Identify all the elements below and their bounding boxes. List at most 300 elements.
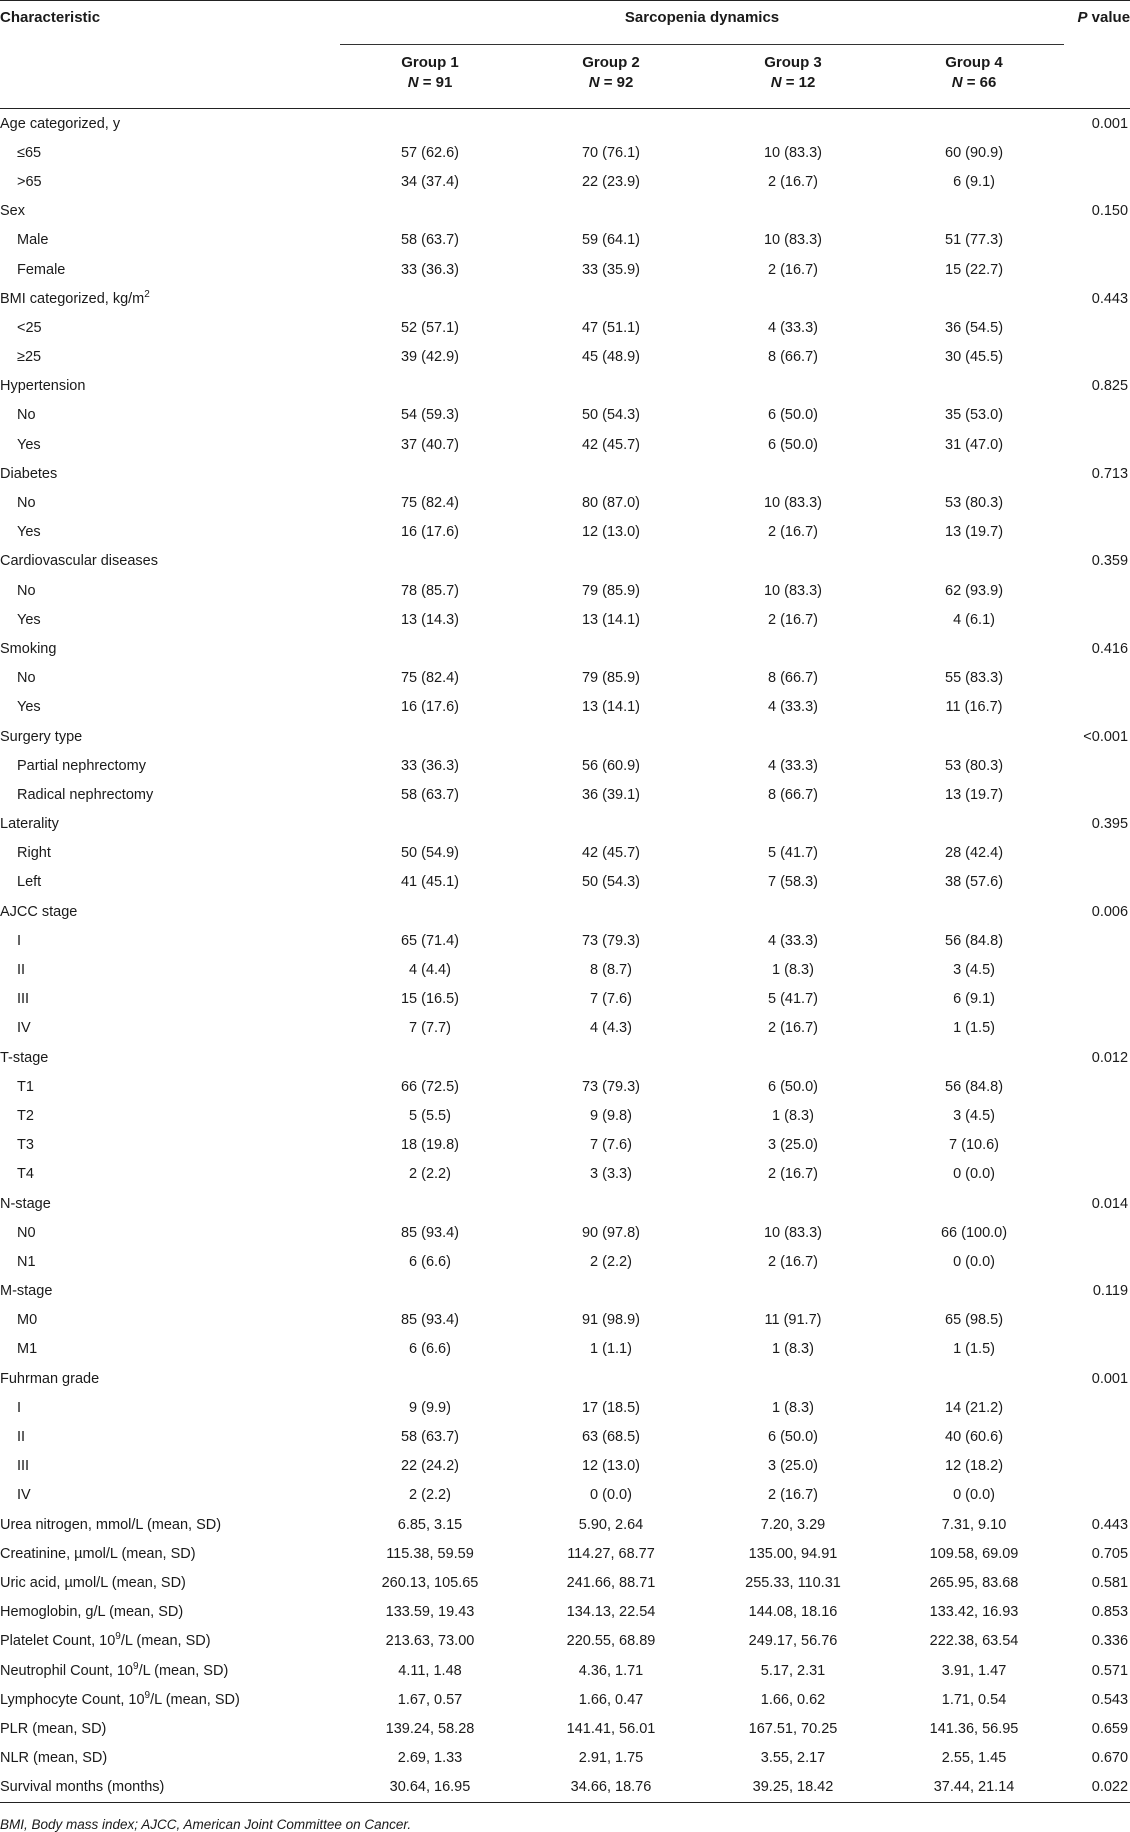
table-row [0,1568,1130,1597]
cell-group-1: 37 (40.7) [400,436,460,453]
row-label: IV [17,1020,31,1037]
table-row [0,1685,1130,1714]
cell-group-3: 2 (16.7) [768,1253,818,1270]
header-p-rest: value [1087,9,1130,26]
cell-group-1: 34 (37.4) [400,173,460,190]
cell-p-value: 0.014 [1091,1195,1129,1212]
cell-group-1: 33 (36.3) [400,261,460,278]
cell-group-2: 79 (85.9) [581,582,641,599]
cell-group-2: 34.66, 18.76 [520,1773,702,1803]
cell-group-3: 7.20, 3.29 [760,1516,826,1533]
cell-group-2: 9 (9.8) [590,1107,632,1124]
cell-group-2 [520,634,702,663]
cell-group-2: 42 (45.7) [581,436,641,453]
row-label: I [17,932,22,949]
cell-group-2: 2.91, 1.75 [578,1750,644,1767]
cell-group-4 [884,547,1064,576]
table-row [0,109,1130,139]
cell-group-3: 1 (8.3) [772,962,814,979]
cell-group-3: 2 (16.7) [768,1166,818,1183]
cell-group-4: 35 (53.0) [945,407,1004,424]
cell-group-1 [340,634,520,663]
cell-group-4 [884,1043,1064,1072]
cell-p-value: 0.395 [1091,816,1129,833]
cell-p-value [1064,576,1130,605]
row-label: <25 [17,319,42,336]
row-label: Radical nephrectomy [17,786,154,803]
cell-group-3: 10 (83.3) [763,232,823,249]
cell-p-value [1064,255,1130,284]
cell-group-3 [702,722,884,751]
cell-group-4: 4 (6.1) [953,611,995,628]
table-row [0,751,1130,780]
table-row [0,1335,1130,1364]
table-row [0,1364,1130,1393]
cell-group-2 [520,372,702,401]
cell-p-value [1064,1393,1130,1422]
table-row [0,839,1130,868]
cell-group-2 [520,1043,702,1072]
cell-group-4: 53 (80.3) [945,495,1004,512]
table-row [0,1218,1130,1247]
table-row [0,1189,1130,1218]
table-footnote: BMI, Body mass index; AJCC, American Joint Committee on Cancer. [0,1816,412,1832]
row-label: Urea nitrogen, mmol/L (mean, SD) [0,1516,222,1533]
cell-group-4: 15 (22.7) [945,261,1004,278]
cell-group-1: 6 (6.6) [409,1253,451,1270]
header-group-1: Group 1 N = 91 [340,45,520,109]
table-row [0,1539,1130,1568]
cell-group-4 [884,1189,1064,1218]
row-label: Surgery type [0,728,83,745]
cell-p-value [1064,1335,1130,1364]
cell-group-1 [340,1364,520,1393]
cell-group-1: 6 (6.6) [409,1341,451,1358]
cell-group-1 [340,109,520,139]
row-label: M-stage [0,1283,53,1300]
table-row [0,1510,1130,1539]
row-label: Platelet Count, $10^9/L$ (mean, SD) [0,1631,211,1650]
table-row [0,955,1130,984]
row-label: Yes [17,436,41,453]
cell-group-4: 51 (77.3) [945,232,1004,249]
row-label: Right [17,845,51,862]
cell-group-3: 8 (66.7) [768,786,818,803]
row-label: >65 [17,173,42,190]
cell-group-2: 3 (3.3) [590,1166,632,1183]
cell-group-2: 22 (23.9) [581,173,641,190]
table-header [0,1,1130,109]
table-row [0,518,1130,547]
table-row [0,576,1130,605]
cell-p-value: 0.150 [1091,203,1129,220]
cell-group-1 [340,1189,520,1218]
cell-group-2: 91 (98.9) [581,1312,641,1329]
row-label: T4 [17,1166,34,1183]
cell-p-value: 0.006 [1091,903,1129,920]
cell-group-3: 4 (33.3) [768,932,818,949]
table-row [0,1422,1130,1451]
cell-group-1: 75 (82.4) [400,495,460,512]
cell-group-4: 12 (18.2) [945,1458,1004,1475]
cell-p-value: 0.012 [1091,1049,1129,1066]
cell-group-4: 56 (84.8) [945,932,1004,949]
cell-group-2: 13 (14.1) [581,611,641,628]
cell-group-3: 135.00, 94.91 [748,1545,838,1562]
cell-group-4: 56 (84.8) [945,1078,1004,1095]
cell-group-1: 16 (17.6) [400,699,460,716]
cell-group-1: 4.11, 1.48 [398,1662,462,1679]
cell-group-3 [702,634,884,663]
cell-p-value [1064,430,1130,459]
cell-group-3: 2 (16.7) [768,173,818,190]
cell-group-2 [520,810,702,839]
cell-p-value [1064,226,1130,255]
cell-group-3 [702,810,884,839]
cell-group-2: 59 (64.1) [581,232,641,249]
table-row [0,1072,1130,1101]
cell-group-1: 139.24, 58.28 [385,1720,475,1737]
cell-group-4: 3.91, 1.47 [941,1662,1007,1679]
cell-group-4: 265.95, 83.68 [929,1574,1019,1591]
cell-p-value: 0.119 [1092,1283,1129,1300]
table-row [0,693,1130,722]
row-label: Hypertension [0,378,86,395]
cell-group-3 [702,1277,884,1306]
cell-group-1 [340,372,520,401]
table-row [0,547,1130,576]
cell-group-2: 63 (68.5) [581,1429,641,1446]
cell-group-3: 5.17, 2.31 [760,1662,826,1679]
cell-p-value [1064,868,1130,897]
table-row [0,985,1130,1014]
cell-group-4 [884,722,1064,751]
cell-group-2: 33 (35.9) [581,261,641,278]
row-label: M1 [17,1341,38,1358]
cell-group-4: 7 (10.6) [949,1137,1000,1154]
cell-group-4: 141.36, 56.95 [929,1720,1019,1737]
table-row [0,1131,1130,1160]
cell-p-value: 0.022 [1064,1773,1130,1803]
table-row [0,459,1130,488]
cell-group-1: 7 (7.7) [409,1020,451,1037]
cell-group-4: 53 (80.3) [945,757,1004,774]
cell-group-2: 1.66, 0.47 [578,1691,644,1708]
cell-group-1: 57 (62.6) [400,144,460,161]
cell-p-value [1064,664,1130,693]
table-row [0,1481,1130,1510]
row-label: Creatinine, µmol/L (mean, SD) [0,1545,196,1562]
row-label: N-stage [0,1195,51,1212]
row-label: No [17,495,36,512]
cell-group-3: 249.17, 56.76 [748,1633,838,1650]
cell-group-3: 3 (25.0) [768,1137,818,1154]
row-label: AJCC stage [0,903,78,920]
row-label: Smoking [0,640,57,657]
cell-group-3: 2 (16.7) [768,261,818,278]
cell-group-4: 1.71, 0.54 [941,1691,1007,1708]
cell-group-2: 12 (13.0) [581,1458,641,1475]
cell-p-value [1064,955,1130,984]
cell-p-value [1064,401,1130,430]
cell-p-value: 0.443 [1091,290,1129,307]
cell-group-4: 222.38, 63.54 [929,1633,1019,1650]
cell-group-1: 58 (63.7) [400,1429,460,1446]
cell-p-value [1064,1101,1130,1130]
table-row [0,868,1130,897]
cell-group-4 [884,1277,1064,1306]
row-label: T1 [17,1078,34,1095]
cell-group-1: 30.64, 16.95 [340,1773,520,1803]
cell-group-3: 2 (16.7) [768,524,818,541]
header-blank-right [1064,45,1130,109]
cell-p-value [1064,1072,1130,1101]
cell-p-value: 0.543 [1091,1691,1129,1708]
cell-group-1: 22 (24.2) [400,1458,460,1475]
cell-p-value: 0.443 [1091,1516,1129,1533]
cell-group-2: 50 (54.3) [581,874,641,891]
table-row [0,488,1130,517]
cell-group-2 [520,1277,702,1306]
cell-group-3: 6 (50.0) [768,1078,818,1095]
cell-group-3: 2 (16.7) [768,1487,818,1504]
cell-group-2: 13 (14.1) [581,699,641,716]
row-label: Yes [17,699,41,716]
cell-group-4: 31 (47.0) [945,436,1004,453]
cell-group-2: 90 (97.8) [581,1224,641,1241]
table-row [0,810,1130,839]
cell-p-value [1064,343,1130,372]
row-label: Fuhrman grade [0,1370,100,1387]
cell-group-1 [340,284,520,313]
row-label: Age categorized, y [0,115,121,132]
row-label: Neutrophil Count, $10^9/L$ (mean, SD) [0,1660,229,1679]
row-label: T-stage [0,1049,49,1066]
cell-group-4: 28 (42.4) [945,845,1004,862]
table-row [0,138,1130,167]
cell-group-3: 6 (50.0) [768,1429,818,1446]
cell-group-3: 11 (91.7) [764,1312,822,1329]
cell-group-1: 50 (54.9) [400,845,460,862]
cell-group-3: 255.33, 110.31 [745,1574,841,1591]
cell-p-value [1064,1218,1130,1247]
cell-group-1 [340,547,520,576]
cell-group-1: 15 (16.5) [400,991,460,1008]
cell-group-4: 11 (16.7) [945,699,1003,716]
cell-group-2 [520,284,702,313]
cell-group-1: 33 (36.3) [400,757,460,774]
row-label: T3 [17,1137,34,1154]
cell-p-value [1064,313,1130,342]
row-label: Uric acid, µmol/L (mean, SD) [0,1574,186,1591]
table-row [0,313,1130,342]
cell-p-value [1064,839,1130,868]
cell-group-3 [702,1043,884,1072]
cell-group-3: 144.08, 18.16 [748,1604,838,1621]
row-label: IV [17,1487,31,1504]
cell-group-3: 4 (33.3) [768,699,818,716]
table-row [0,1393,1130,1422]
cell-group-2: 114.27, 68.77 [567,1545,655,1562]
table-row [0,284,1130,313]
cell-p-value: 0.571 [1091,1662,1129,1679]
row-label: Female [17,261,66,278]
cell-group-1: 78 (85.7) [400,582,460,599]
header-group-3: Group 3 N = 12 [702,45,884,109]
cell-p-value [1064,518,1130,547]
cell-group-2 [520,722,702,751]
cell-group-4: 40 (60.6) [945,1429,1004,1446]
cell-p-value [1064,1452,1130,1481]
cell-p-value [1064,985,1130,1014]
cell-p-value [1064,488,1130,517]
cell-group-4: 55 (83.3) [945,670,1004,687]
row-label: II [17,962,26,979]
cell-group-4: 3 (4.5) [953,962,995,979]
table-row [0,1598,1130,1627]
cell-p-value [1064,1306,1130,1335]
cell-p-value: 0.359 [1091,553,1129,570]
cell-group-1: 66 (72.5) [400,1078,460,1095]
row-label: III [17,991,30,1008]
table-row [0,1452,1130,1481]
cell-p-value [1064,605,1130,634]
cell-group-1: 9 (9.9) [409,1399,451,1416]
cell-group-1 [340,1043,520,1072]
cell-p-value [1064,1247,1130,1276]
table-row [0,1014,1130,1043]
cell-group-4: 7.31, 9.10 [941,1516,1007,1533]
cell-p-value: 0.001 [1091,115,1129,132]
cell-group-1 [340,897,520,926]
cell-group-1: 4 (4.4) [409,962,451,979]
cell-group-3: 10 (83.3) [763,495,823,512]
cell-group-3 [702,1189,884,1218]
cell-group-2: 56 (60.9) [581,757,641,774]
cell-group-4: 62 (93.9) [945,582,1004,599]
cell-group-3 [702,284,884,313]
cell-group-3: 3.55, 2.17 [760,1750,826,1767]
cell-p-value: 0.336 [1091,1633,1129,1650]
cell-group-2: 220.55, 68.89 [566,1633,656,1650]
cell-group-1: 115.38, 59.59 [386,1545,474,1562]
header-group-2: Group 2 N = 92 [520,45,702,109]
cell-group-2: 141.41, 56.01 [566,1720,656,1737]
row-label: Partial nephrectomy [17,757,146,774]
cell-group-2: 7 (7.6) [590,991,632,1008]
header-blank-left [0,45,340,109]
table-row [0,897,1130,926]
cell-group-1: 2 (2.2) [409,1487,451,1504]
cell-p-value [1064,693,1130,722]
cell-group-3 [702,109,884,139]
cell-p-value: 0.659 [1091,1720,1129,1737]
cell-group-1: 260.13, 105.65 [381,1574,479,1591]
table-row [0,605,1130,634]
cell-group-4 [884,634,1064,663]
cell-group-2: 73 (79.3) [581,932,641,949]
cell-group-2 [520,1189,702,1218]
table-body [0,109,1130,1803]
table-row [0,1773,1130,1803]
row-label: Male [17,232,49,249]
table-row [0,722,1130,751]
cell-group-4 [884,284,1064,313]
cell-group-1: 52 (57.1) [400,319,460,336]
row-label: No [17,582,36,599]
cell-group-4: 2.55, 1.45 [941,1750,1007,1767]
cell-group-3: 3 (25.0) [768,1458,818,1475]
cell-group-4: 30 (45.5) [945,349,1004,366]
cell-group-3: 2 (16.7) [768,611,818,628]
cell-group-3: 5 (41.7) [768,991,818,1008]
cell-group-4: 65 (98.5) [945,1312,1004,1329]
cell-group-2: 1 (1.1) [590,1341,632,1358]
cell-group-4: 0 (0.0) [953,1166,995,1183]
cell-group-1: 85 (93.4) [400,1224,460,1241]
cell-p-value: 0.416 [1091,640,1129,657]
cell-group-4: 133.42, 16.93 [929,1604,1019,1621]
cell-group-3: 39.25, 18.42 [702,1773,884,1803]
cell-p-value: 0.705 [1091,1545,1129,1562]
cell-group-3: 2 (16.7) [768,1020,818,1037]
table-row [0,197,1130,226]
cell-group-4 [884,810,1064,839]
cell-group-4: 36 (54.5) [945,319,1004,336]
table-row [0,664,1130,693]
cell-group-4: 0 (0.0) [953,1253,995,1270]
table-row [0,1160,1130,1189]
cell-group-4 [884,897,1064,926]
cell-p-value [1064,1160,1130,1189]
cell-group-3: 167.51, 70.25 [748,1720,838,1737]
cell-p-value [1064,751,1130,780]
cell-p-value: 0.001 [1091,1370,1129,1387]
header-characteristic: Characteristic [0,1,340,45]
cell-group-3 [702,897,884,926]
cell-group-3: 4 (33.3) [768,757,818,774]
cell-group-4 [884,459,1064,488]
cell-group-1: 41 (45.1) [400,874,460,891]
row-label: BMI categorized, $kg/m^2$ [0,288,150,307]
cell-group-1: 2 (2.2) [409,1166,451,1183]
row-label: Laterality [0,816,59,833]
cell-p-value: 0.713 [1091,465,1129,482]
table-row [0,255,1130,284]
cell-group-1: 6.85, 3.15 [397,1516,463,1533]
cell-group-2: 241.66, 88.71 [566,1574,656,1591]
header-p-value [1064,1,1130,45]
cell-group-2: 2 (2.2) [590,1253,632,1270]
cell-group-2: 73 (79.3) [581,1078,641,1095]
cell-group-1: 18 (19.8) [400,1137,460,1154]
cell-p-value [1064,138,1130,167]
cell-p-value [1064,1131,1130,1160]
row-label: No [17,670,36,687]
row-label: II [17,1429,26,1446]
table-row [0,226,1130,255]
cell-group-4: 13 (19.7) [945,524,1004,541]
row-label: ≤65 [17,144,42,161]
row-label: III [17,1458,30,1475]
row-label: I [17,1399,22,1416]
cell-group-3: 6 (50.0) [768,407,818,424]
cell-group-4 [884,1364,1064,1393]
row-label: Yes [17,524,41,541]
row-label: Cardiovascular diseases [0,553,158,570]
cell-group-4: 14 (21.2) [945,1399,1004,1416]
table-row [0,926,1130,955]
